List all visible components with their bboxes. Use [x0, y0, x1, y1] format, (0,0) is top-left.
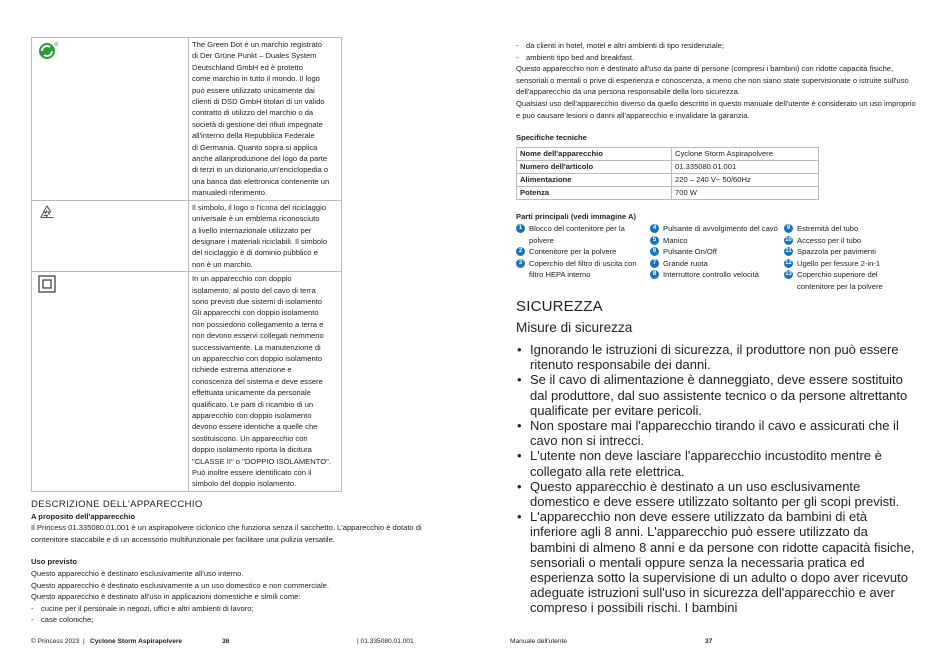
dash-item: - ambienti tipo bed and breakfast. [516, 53, 635, 62]
paragraph: Questo apparecchio non è destinato all'uso da parte di persone (compresi i bambini) con ridotte capacità fisiche, sensoriali o mentali o prive di esperienza e conoscenza, a meno che non siano state supervisionate o istruite sull'uso dell'apparecchio da una persona responsabile della loro sicurezza. [516, 64, 909, 97]
footer-brand: © Princess 2023 [31, 638, 80, 645]
safety-item: • Se il cavo di alimentazione è danneggiato, deve essere sostituito dal produttore, dal suo assistente tecnico o da persone altrettanto qualificate per evitare pericoli. [516, 372, 916, 418]
section-title: SICUREZZA [516, 298, 603, 315]
use-dash-item: - case coloniche; [31, 615, 94, 624]
double-insulation-text: In un apparecchio con doppio isolamento, al posto del cavo di terra sono previsti due sistemi di isolamento Gli apparecchi con doppio isolamento non possiedono collegamento a terra e non devono esservi collegati nemmeno successivamente. La manutenzione di un apparecchio con doppio isolamento richiede estrema attenzione e conoscenza del sistema e deve essere effettuata unicamente da personale qualificato. Le parti di ricambio di un apparecchio con doppio isolamento devono essere identiche a quelle che sostituiscono. Un apparecchio con doppio isolamento riporta la dicitura "CLASSE II" o "DOPPIO ISOLAMENTO". Può inoltre essere identificato con il simbolo del doppio isolamento. [192, 274, 331, 489]
part-item: 5 Manico [650, 235, 780, 247]
part-item: 2 Contenitore per la polvere [516, 246, 638, 258]
safety-list [516, 342, 916, 616]
green-dot-icon [38, 41, 58, 61]
use-line: Questo apparecchio è destinato all'uso in applicazioni domestiche e simili come: [31, 592, 301, 601]
double-insulation-icon [38, 275, 56, 293]
spec-table [516, 147, 819, 200]
spec-row: Nome dell'apparecchio Cyclone Storm Aspirapolvere [517, 148, 819, 161]
description-paragraph: Il Princess 01.335080.01.001 è un aspirapolvere ciclonico che funziona senza il sacchetto. L'apparecchio è dotato di contenitore staccabile e di un accessorio multifunzionale per facilitare una pulizia versatile. [31, 523, 422, 544]
symbol-table [31, 37, 342, 492]
part-item: 13 Coperchio superiore del contenitore per la polvere [785, 270, 883, 291]
right-page [357, 0, 950, 660]
part-item: 3 Coperchio del filtro di uscita con filtro HEPA interno [516, 258, 638, 281]
safety-item: • Ignorando le istruzioni di sicurezza, il produttore non può essere ritenuto responsabile dei danni. [516, 342, 916, 372]
safety-item: • L'apparecchio non deve essere utilizzato da bambini di età inferiore agli 8 anni. L'apparecchio può essere utilizzato da bambini di almeno 8 anni e da persone con ridotte capacità fisiche, sensoriali o mentali oppure senza la necessaria pratica ed esperienza sotto la supervisione di un adulto o dopo aver ricevuto adeguate istruzioni sull'uso in sicurezza dell'apparecchio e aver compreso i possibili rischi. I bambini [516, 509, 916, 615]
paragraph: Qualsiasi uso dell'apparecchio diverso da quello descritto in questo manuale dell'utente è considerato un uso improprio e può causare lesioni o danni all'apparecchio e invalidare la garanzia. [516, 99, 916, 120]
use-line: Questo apparecchio è destinato esclusivamente a un uso domestico e non commerciale. [31, 581, 330, 590]
part-item: 9 Estremità del tubo [784, 223, 896, 235]
left-page: The Green Dot è un marchio registrato di Der Grüne Punkt – Duales System Deutschland GmbH ed è protetto come marchio in tutto il mondo. Il logo può essere utilizzato unicamente dai clienti di DSD GmbH titolari di un valido contratto di utilizzo del marchio o da società di gestione dei rifiuti impegnate all'interno della Repubblica Federale di Germania. Quanto sopra si applica anche allariproduzione del logo da parte di terzi in un dizionario,un'enciclopedia o una banca dati elettronica contenente un manualedi riferimento. Il simbolo, il logo o l'icona del riciclaggio universale è un emblema riconosciuto a livello internazionale utilizzato per designare i materiali riciclabili. Il simbolo del riciclaggio è di dominio pubblico e non è un marchio. In un apparecchio con doppio isolamento, al posto del cavo di terra sono previsti due sistemi di isolamento Gli apparecchi con doppio isolamento non possiedono collegamento a terra e non devono esservi collegati nemmeno successivamente. La manutenzione di un apparecchio con doppio isolamento richiede estrema attenzione e conoscenza del sistema e deve essere effettuata unicamente da personale qualificato. Le parti di ricambio di un apparecchio con doppio isolamento devono essere identiche a quelle che sostituiscono. Un apparecchio con doppio isolamento riporta la dicitura "CLASSE II" o "DOPPIO ISOLAMENTO". Può inoltre essere identificato con il simbolo del doppio isolamento. DESCRIZIONE DELL'APPARECCHIO A proposito dell'apparecchio Il Princess 01.335080.01.001 è un aspirapolvere ciclonico che funziona senza il sacchetto. L'apparecchio è dotato di contenitore staccabile e di un accessorio multifunzionale per facilitare una pulizia versatile. Uso previsto Questo apparecchio è destinato esclusivamente all'uso interno. Questo apparecchio è destinato esclusivamente a un uso domestico e non commerciale. Questo apparecchio è destinato all'uso in applicazioni domestiche e simili come: - cucine per il personale in negozi, uffici e altri ambienti di lavoro; - case coloniche; © Princess 2023 | Cyclone Storm Aspirapolvere 36 [0, 0, 475, 660]
part-item: 12 Ugello per fessure 2-in-1 [785, 258, 881, 268]
footer-page-number: 36 [222, 638, 230, 645]
use-dash-item: - cucine per il personale in negozi, uffici e altri ambienti di lavoro; [31, 604, 254, 613]
symbol-row-green-dot [32, 38, 342, 201]
safety-item: • Non spostare mai l'apparecchio tirando il cavo e assicurati che il cavo non si intrecci. [516, 418, 916, 448]
footer-page-number: 37 [705, 638, 713, 645]
recycling-icon [38, 204, 56, 222]
parts-heading: Parti principali (vedi immagine A) [516, 212, 636, 221]
dash-item: - da clienti in hotel, motel e altri ambienti di tipo residenziale; [516, 41, 724, 50]
part-item: 4 Pulsante di avvolgimento del cavo [650, 223, 780, 235]
part-item: 10 Accesso per il tubo [785, 235, 862, 245]
footer-product: Cyclone Storm Aspirapolvere [90, 638, 183, 645]
footer-manual: Manuale dell'utente [510, 638, 567, 645]
description-subheading: A proposito dell'apparecchio [31, 512, 136, 521]
section-subtitle: Misure di sicurezza [516, 320, 633, 335]
part-item: 11 Spazzola per pavimenti [785, 247, 876, 257]
part-item: 1 Blocco del contenitore per la polvere [516, 223, 638, 246]
part-item: 7 Grande ruota [650, 258, 780, 270]
safety-item: • L'utente non deve lasciare l'apparecchio incustodito mentre è collegato alla rete elettrica. [516, 448, 916, 478]
part-item: 8 Interruttore controllo velocità [650, 269, 780, 281]
safety-item: • Questo apparecchio è destinato a un uso esclusivamente domestico e deve essere utilizzato soltanto per gli scopi previsti. [516, 479, 916, 509]
footer-article: | 01.335080.01.001 [357, 638, 414, 645]
use-heading: Uso previsto [31, 557, 77, 566]
use-line: Questo apparecchio è destinato esclusivamente all'uso interno. [31, 569, 244, 578]
spec-row: Alimentazione 220 – 240 V~ 50/60Hz [517, 174, 819, 187]
symbol-row-recycling [32, 200, 342, 271]
symbol-row-double-insulation [32, 272, 342, 492]
description-heading: DESCRIZIONE DELL'APPARECCHIO [31, 499, 203, 510]
green-dot-text: The Green Dot è un marchio registrato di Der Grüne Punkt – Duales System Deutschland GmbH ed è protetto come marchio in tutto il mondo. Il logo può essere utilizzato unicamente dai clienti di DSD GmbH titolari di un valido contratto di utilizzo del marchio o da società di gestione dei rifiuti impegnate all'interno della Repubblica Federale di Germania. Quanto sopra si applica anche allariproduzione del logo da parte di terzi in un dizionario,un'enciclopedia o una banca dati elettronica contenente un manualedi riferimento. [192, 40, 330, 198]
part-item: 6 Pulsante On/Off [650, 246, 780, 258]
spec-heading: Specifiche tecniche [516, 133, 587, 142]
spec-row: Potenza 700 W [517, 187, 819, 200]
spec-row: Numero dell'articolo 01.335080.01.001 [517, 161, 819, 174]
recycling-text: Il simbolo, il logo o l'icona del riciclaggio universale è un emblema riconosciuto a livello internazionale utilizzato per designare i materiali riciclabili. Il simbolo del riciclaggio è di dominio pubblico e non è un marchio. [192, 202, 328, 269]
